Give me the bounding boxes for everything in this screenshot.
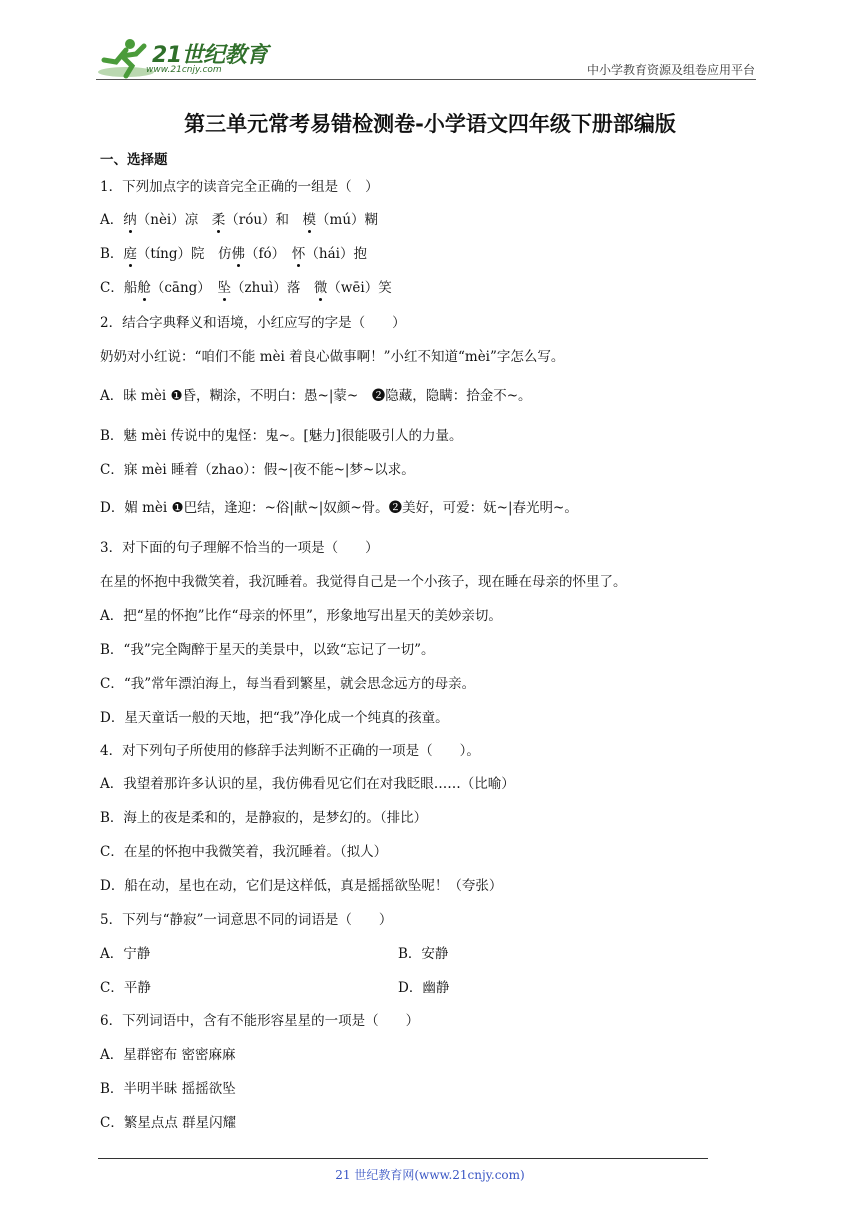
question-3-option-d: D．星天童话一般的天地，把“我”净化成一个纯真的孩童。 xyxy=(100,710,449,726)
question-4-stem: 4．对下列句子所使用的修辞手法判断不正确的一项是（ ）。 xyxy=(100,743,480,759)
question-2-option-a: A．昧 mèi ❶昏，糊涂，不明白：愚~|蒙~ ❷隐藏，隐瞒：拾金不~。 xyxy=(100,388,532,404)
question-2-option-d: D．媚 mèi ❶巴结，逢迎：~俗|献~|奴颜~骨。❷美好，可爱：妩~|春光明~。 xyxy=(100,500,578,516)
header-divider xyxy=(96,79,756,80)
logo-text: 21世纪教育 xyxy=(152,43,268,68)
question-1-stem: 1．下列加点字的读音完全正确的一组是（ ） xyxy=(100,179,379,195)
question-3-option-a: A．把“星的怀抱”比作“母亲的怀里”，形象地写出星天的美妙亲切。 xyxy=(100,608,502,624)
question-6-stem: 6．下列词语中，含有不能形容星星的一项是（ ） xyxy=(100,1013,420,1029)
question-5-option-d: D．幽静 xyxy=(398,980,450,996)
question-5-option-c: C．平静 xyxy=(100,980,151,996)
question-5-option-a: A．宁静 xyxy=(100,946,151,962)
question-2-stem: 2．结合字典释义和语境，小红应写的字是（ ） xyxy=(100,315,406,331)
question-3-stem: 3．对下面的句子理解不恰当的一项是（ ） xyxy=(100,540,379,556)
question-1-option-c: C．船舱（cāng） 坠（zhuì）落 微（wēi）笑 xyxy=(100,280,392,296)
section-heading: 一、选择题 xyxy=(100,152,168,168)
question-4-option-d: D．船在动，星也在动，它们是这样低，真是摇摇欲坠呢！（夸张） xyxy=(100,878,503,894)
question-4-option-c: C．在星的怀抱中我微笑着，我沉睡着。（拟人） xyxy=(100,844,388,860)
question-5-option-b: B．安静 xyxy=(398,946,449,962)
question-4-option-b: B．海上的夜是柔和的，是静寂的，是梦幻的。（排比） xyxy=(100,810,428,826)
question-3-option-c: C．“我”常年漂泊海上，每当看到繁星，就会思念远方的母亲。 xyxy=(100,676,476,692)
page-title: 第三单元常考易错检测卷-小学语文四年级下册部编版 xyxy=(184,112,676,136)
question-2-option-b: B．魅 mèi 传说中的鬼怪：鬼~。[魅力]很能吸引人的力量。 xyxy=(100,428,463,444)
footer-divider xyxy=(98,1158,708,1159)
question-2-context: 奶奶对小红说：“咱们不能 mèi 着良心做事啊！”小红不知道“mèi”字怎么写。 xyxy=(100,349,565,365)
question-4-option-a: A．我望着那许多认识的星，我仿佛看见它们在对我眨眼……（比喻） xyxy=(100,776,515,792)
question-1-option-b: B．庭（tíng）院 仿佛（fó） 怀（hái）抱 xyxy=(100,246,367,262)
header-tagline: 中小学教育资源及组卷应用平台 xyxy=(586,63,755,77)
question-6-option-b: B．半明半昧 摇摇欲坠 xyxy=(100,1081,236,1097)
question-3-option-b: B．“我”完全陶醉于星天的美景中，以致“忘记了一切”。 xyxy=(100,642,435,658)
question-1-option-a: A．纳（nèi）凉 柔（róu）和 模（mú）糊 xyxy=(100,212,379,228)
question-6-option-a: A．星群密布 密密麻麻 xyxy=(100,1047,236,1063)
footer-text: 21 世纪教育网(www.21cnjy.com) xyxy=(335,1168,525,1182)
question-6-option-c: C．繁星点点 群星闪耀 xyxy=(100,1115,237,1131)
question-2-option-c: C．寐 mèi 睡着（zhao）：假~|夜不能~|梦~以求。 xyxy=(100,462,415,478)
logo-url: www.21cnjy.com xyxy=(146,65,222,75)
question-5-stem: 5．下列与“静寂”一词意思不同的词语是（ ） xyxy=(100,912,393,928)
question-3-context: 在星的怀抱中我微笑着，我沉睡着。我觉得自己是一个小孩子，现在睡在母亲的怀里了。 xyxy=(100,574,627,590)
